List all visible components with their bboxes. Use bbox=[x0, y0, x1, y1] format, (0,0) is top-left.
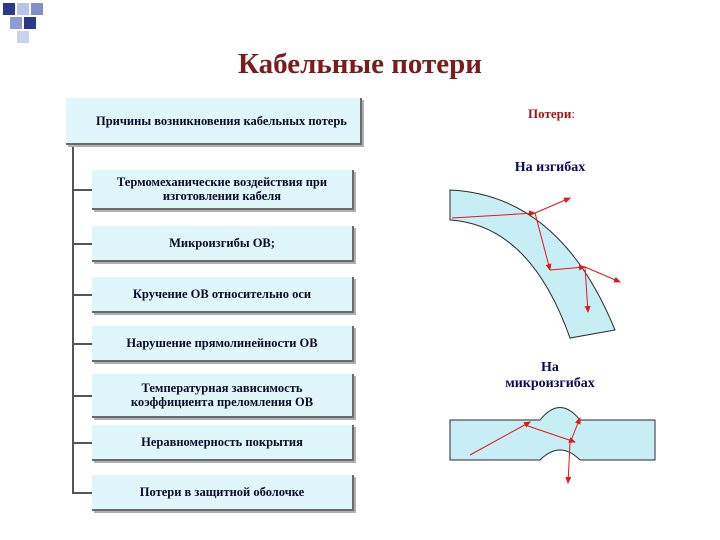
losses-label-text: Потери bbox=[528, 106, 572, 121]
cause-text-1: Термомеханические воздействия при изготовлении кабеля bbox=[116, 175, 328, 203]
branch-line-1 bbox=[72, 189, 92, 191]
cause-box-6 bbox=[92, 425, 354, 461]
branch-line-2 bbox=[72, 243, 92, 245]
microbend-fiber bbox=[450, 408, 655, 461]
page-title: Кабельные потери bbox=[238, 48, 482, 80]
loss-illustration bbox=[440, 150, 680, 490]
losses-label bbox=[528, 106, 575, 122]
losses-label-colon: : bbox=[571, 106, 575, 121]
corner-squares-decoration bbox=[0, 0, 60, 46]
cause-box-3 bbox=[92, 277, 354, 313]
causes-diagram bbox=[60, 92, 370, 522]
cause-text-6: Неравномерность покрытия bbox=[141, 435, 303, 449]
branch-line-7 bbox=[72, 492, 92, 494]
branch-line-5 bbox=[72, 395, 92, 397]
cause-text-2: Микроизгибы ОВ; bbox=[169, 236, 275, 250]
bend-ray-2 bbox=[535, 198, 570, 213]
cause-text-7: Потери в защитной оболочке bbox=[139, 485, 305, 499]
cause-text-5: Температурная зависимость коэффициента преломления ОВ bbox=[130, 381, 314, 409]
bends-label: На изгибах bbox=[514, 160, 586, 175]
branch-line-3 bbox=[72, 294, 92, 296]
cause-box-2 bbox=[92, 226, 354, 262]
cause-box-1 bbox=[92, 170, 354, 210]
causes-header-box bbox=[66, 98, 362, 145]
causes-header-text: Причины возникновения кабельных потерь bbox=[96, 113, 347, 128]
cause-box-4 bbox=[92, 326, 354, 362]
branch-line-4 bbox=[72, 343, 92, 345]
cause-text-3: Кручение ОВ относительно оси bbox=[132, 287, 312, 301]
cause-box-7 bbox=[92, 475, 354, 511]
branch-line-6 bbox=[72, 442, 92, 444]
bent-fiber bbox=[450, 190, 615, 338]
microbends-label-line2: микроизгибах bbox=[505, 376, 595, 391]
microbends-label-line1: На bbox=[541, 360, 559, 375]
cause-text-4: Нарушение прямолинейности ОВ bbox=[126, 336, 318, 350]
cause-box-5 bbox=[92, 374, 354, 418]
